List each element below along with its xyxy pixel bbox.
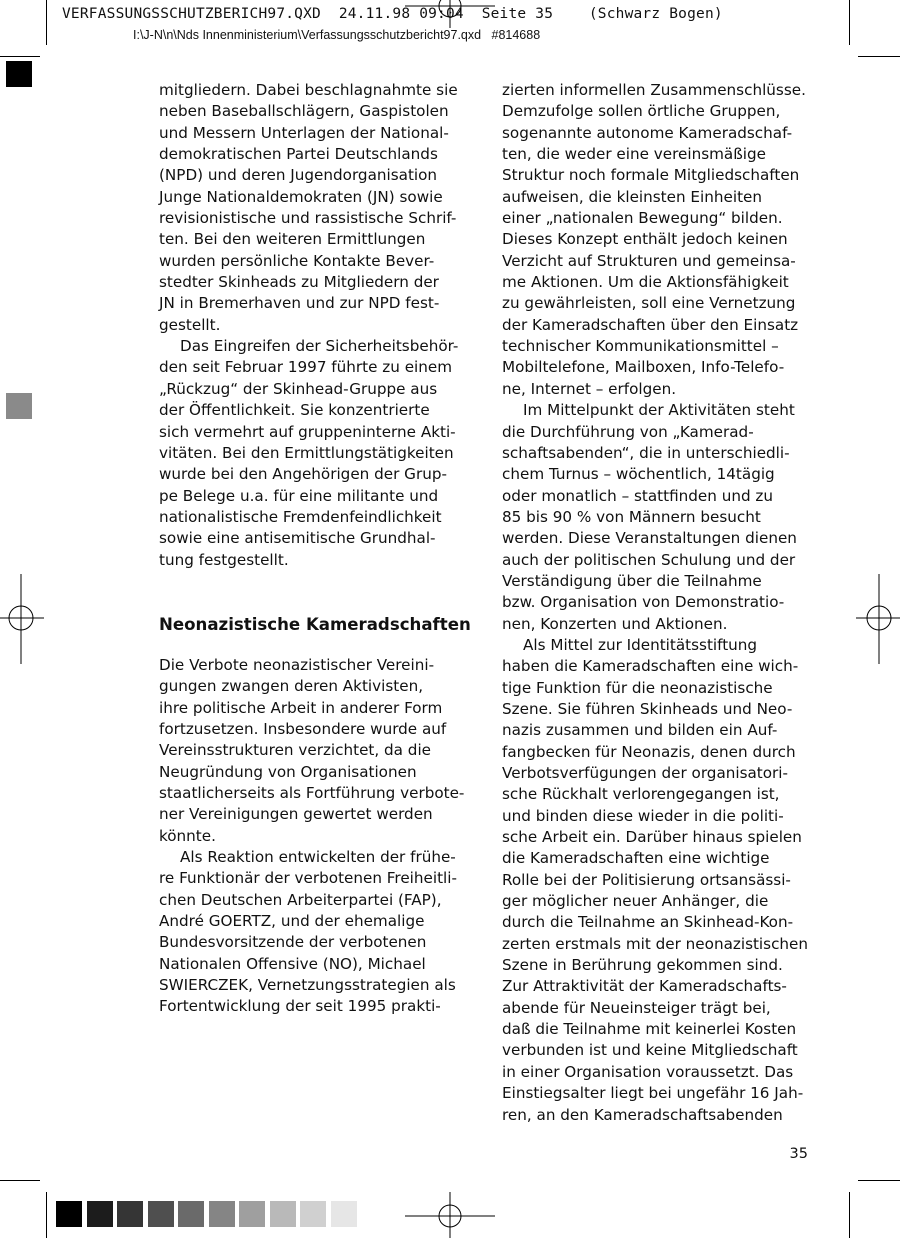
crop-mark <box>46 0 47 45</box>
text-line: Nationalen Offensive (NO), Michael <box>159 954 426 973</box>
text-line: sche Rückhalt verlorengegangen ist, <box>502 785 780 804</box>
text-line: mitgliedern. Dabei beschlagnahmte sie <box>159 81 458 99</box>
text-line: 85 bis 90 % von Männern besucht <box>502 507 761 526</box>
text-line: ihre politische Arbeit in anderer Form <box>159 698 443 717</box>
print-slug-file-info: VERFASSUNGSSCHUTZBERICH97.QXD 24.11.98 09:04 Seite 35 (Schwarz Bogen) <box>62 6 723 22</box>
text-line: verbunden ist und keine Mitgliedschaft <box>502 1041 798 1060</box>
text-line: nationalistische Fremdenfeindlichkeit <box>159 507 442 526</box>
crop-mark <box>0 1180 40 1181</box>
section-marker-middle <box>6 393 32 419</box>
text-line: neben Baseballschlägern, Gaspistolen <box>159 102 449 121</box>
text-line: und binden diese wieder in die politi- <box>502 806 784 825</box>
text-line: Zur Attraktivität der Kameradschafts- <box>502 977 787 996</box>
text-line: pe Belege u.a. für eine militante und <box>159 486 439 505</box>
text-line: Fortentwicklung der seit 1995 prakti- <box>159 997 441 1016</box>
text-line: Verständigung über die Teilnahme <box>502 571 762 590</box>
text-line: demokratischen Partei Deutschlands <box>159 145 438 164</box>
text-line: gestellt. <box>159 315 221 334</box>
text-line: könnte. <box>159 826 216 845</box>
text-line: ner Vereinigungen gewertet werden <box>159 805 433 824</box>
page-number: 35 <box>789 1146 808 1162</box>
gray-swatch <box>270 1201 296 1227</box>
text-line: ren, an den Kameradschaftsabenden <box>502 1105 783 1124</box>
crop-mark <box>849 0 850 45</box>
text-line: ne, Internet – erfolgen. <box>502 379 677 398</box>
gray-swatch <box>209 1201 235 1227</box>
text-line: daß die Teilnahme mit keinerlei Kosten <box>502 1020 797 1039</box>
text-line: sowie eine antisemitische Grundhal- <box>159 529 436 548</box>
crop-mark <box>858 1180 900 1181</box>
text-line: haben die Kameradschaften eine wich- <box>502 657 799 676</box>
text-line: sche Arbeit ein. Darüber hinaus spielen <box>502 828 802 847</box>
paragraph <box>502 635 814 1126</box>
text-line: Mobiltelefone, Mailboxen, Info-Telefo- <box>502 358 785 377</box>
section-marker-top <box>6 61 32 87</box>
text-line: sich vermehrt auf gruppeninterne Akti- <box>159 422 456 441</box>
text-line: fortzusetzen. Insbesondere wurde auf <box>159 719 447 738</box>
text-line: gungen zwangen deren Aktivisten, <box>159 677 424 696</box>
text-line: Szene. Sie führen Skinheads und Neo- <box>502 699 793 718</box>
text-line: fangbecken für Neonazis, denen durch <box>502 742 796 761</box>
text-line: wurden persönliche Kontakte Bever- <box>159 251 435 270</box>
paragraph <box>502 80 814 400</box>
text-line: Junge Nationaldemokraten (JN) sowie <box>159 187 443 206</box>
text-line: durch die Teilnahme an Skinhead-Kon- <box>502 913 794 932</box>
paragraph <box>159 80 471 336</box>
text-line: zerten erstmals mit der neonazistischen <box>502 934 809 953</box>
text-line: revisionistische und rassistische Schrif- <box>159 209 457 228</box>
left-text-column <box>159 80 471 1018</box>
text-line: Als Reaktion entwickelten der frühe- <box>180 848 456 866</box>
text-line: Verzicht auf Strukturen und gemeinsa- <box>502 251 796 270</box>
right-text-column <box>502 80 814 1126</box>
text-line: bzw. Organisation von Demonstratio- <box>502 593 785 612</box>
text-line: nen, Konzerten und Aktionen. <box>502 614 728 633</box>
section-heading: Neonazistische Kameradschaften <box>159 614 471 634</box>
text-line: den seit Februar 1997 führte zu einem <box>159 358 453 377</box>
gray-swatch <box>56 1201 82 1227</box>
text-line: JN in Bremerhaven und zur NPD fest- <box>159 294 440 313</box>
text-line: aufweisen, die kleinsten Einheiten <box>502 187 762 206</box>
grayscale-control-strip <box>56 1201 361 1227</box>
text-line: Als Mittel zur Identitätsstiftung <box>523 635 758 654</box>
text-line: chen Deutschen Arbeiterpartei (FAP), <box>159 890 442 909</box>
text-line: abende für Neueinsteiger trägt bei, <box>502 998 771 1017</box>
text-line: oder monatlich – stattfinden und zu <box>502 486 774 505</box>
text-line: zierten informellen Zusammenschlüsse. <box>502 81 806 99</box>
text-line: ten, die weder eine vereinsmäßige <box>502 145 767 164</box>
text-line: Im Mittelpunkt der Aktivitäten steht <box>523 401 795 420</box>
gray-swatch <box>117 1201 143 1227</box>
text-line: SWIERCZEK, Vernetzungsstrategien als <box>159 976 456 995</box>
crop-mark <box>46 1192 47 1238</box>
text-line: stedter Skinheads zu Mitgliedern der <box>159 273 439 292</box>
text-line: die Kameradschaften eine wichtige <box>502 849 770 868</box>
text-line: schaftsabenden“, die in unterschiedli- <box>502 443 790 462</box>
text-line: Szene in Berührung gekommen sind. <box>502 956 783 975</box>
text-line: me Aktionen. Um die Aktionsfähigkeit <box>502 273 789 292</box>
crop-mark <box>849 1192 850 1238</box>
paragraph <box>502 400 814 635</box>
text-line: sogenannte autonome Kameradschaf- <box>502 123 793 142</box>
registration-mark-icon <box>0 574 46 664</box>
text-line: werden. Diese Veranstaltungen dienen <box>502 529 797 548</box>
gray-swatch <box>87 1201 113 1227</box>
text-line: auch der politischen Schulung und der <box>502 550 796 569</box>
text-line: (NPD) und deren Jugendorganisation <box>159 166 438 185</box>
text-line: Neugründung von Organisationen <box>159 762 417 781</box>
text-line: Das Eingreifen der Sicherheitsbehör- <box>180 337 459 356</box>
text-line: Einstiegsalter liegt bei ungefähr 16 Jah- <box>502 1084 804 1103</box>
text-line: Vereinsstrukturen verzichtet, da die <box>159 741 432 760</box>
text-line: chem Turnus – wöchentlich, 14tägig <box>502 465 775 484</box>
print-slug-path: I:\J-N\n\Nds Innenministerium\Verfassungsschutzbericht97.qxd #814688 <box>133 28 541 42</box>
paragraph <box>159 847 471 1018</box>
registration-mark-icon <box>405 0 495 30</box>
text-line: Demzufolge sollen örtliche Gruppen, <box>502 102 781 121</box>
text-line: in einer Organisation voraussetzt. Das <box>502 1062 794 1081</box>
registration-mark-icon <box>405 1192 495 1238</box>
text-line: vitäten. Bei den Ermittlungstätigkeiten <box>159 443 454 462</box>
text-line: tung festgestellt. <box>159 550 289 569</box>
text-line: ger möglicher neuer Anhänger, die <box>502 892 769 911</box>
text-line: technischer Kommunikationsmittel – <box>502 337 779 356</box>
text-line: ten. Bei den weiteren Ermittlungen <box>159 230 426 249</box>
gray-swatch <box>239 1201 265 1227</box>
text-line: der Öffentlichkeit. Sie konzentrierte <box>159 401 430 420</box>
text-line: Rolle bei der Politisierung ortsansässi- <box>502 870 791 889</box>
gray-swatch <box>178 1201 204 1227</box>
text-line: wurde bei den Angehörigen der Grup- <box>159 465 447 484</box>
text-line: Verbotsverfügungen der organisatori- <box>502 764 789 782</box>
gray-swatch <box>331 1201 357 1227</box>
crop-mark <box>0 56 40 57</box>
text-line: re Funktionär der verbotenen Freiheitli- <box>159 869 457 888</box>
gray-swatch <box>148 1201 174 1227</box>
text-line: einer „nationalen Bewegung“ bilden. <box>502 209 783 228</box>
text-line: zu gewährleisten, soll eine Vernetzung <box>502 294 796 313</box>
text-line: der Kameradschaften über den Einsatz <box>502 315 799 334</box>
text-line: nazis zusammen und bilden ein Auf- <box>502 721 778 740</box>
crop-mark <box>858 56 900 57</box>
text-line: die Durchführung von „Kamerad- <box>502 422 754 441</box>
text-line: Struktur noch formale Mitgliedschaften <box>502 166 800 185</box>
text-line: tige Funktion für die neonazistische <box>502 678 773 697</box>
text-line: Dieses Konzept enthält jedoch keinen <box>502 230 788 249</box>
text-line: staatlicherseits als Fortführung verbote- <box>159 783 465 802</box>
paragraph <box>159 655 471 847</box>
text-line: Bundesvorsitzende der verbotenen <box>159 933 427 952</box>
registration-mark-icon <box>854 574 900 664</box>
text-line: „Rückzug“ der Skinhead-Gruppe aus <box>159 379 438 398</box>
paragraph <box>159 336 471 571</box>
text-line: André GOERTZ, und der ehemalige <box>159 912 425 931</box>
gray-swatch <box>300 1201 326 1227</box>
text-line: und Messern Unterlagen der National- <box>159 123 449 142</box>
text-line: Die Verbote neonazistischer Vereini- <box>159 655 435 674</box>
